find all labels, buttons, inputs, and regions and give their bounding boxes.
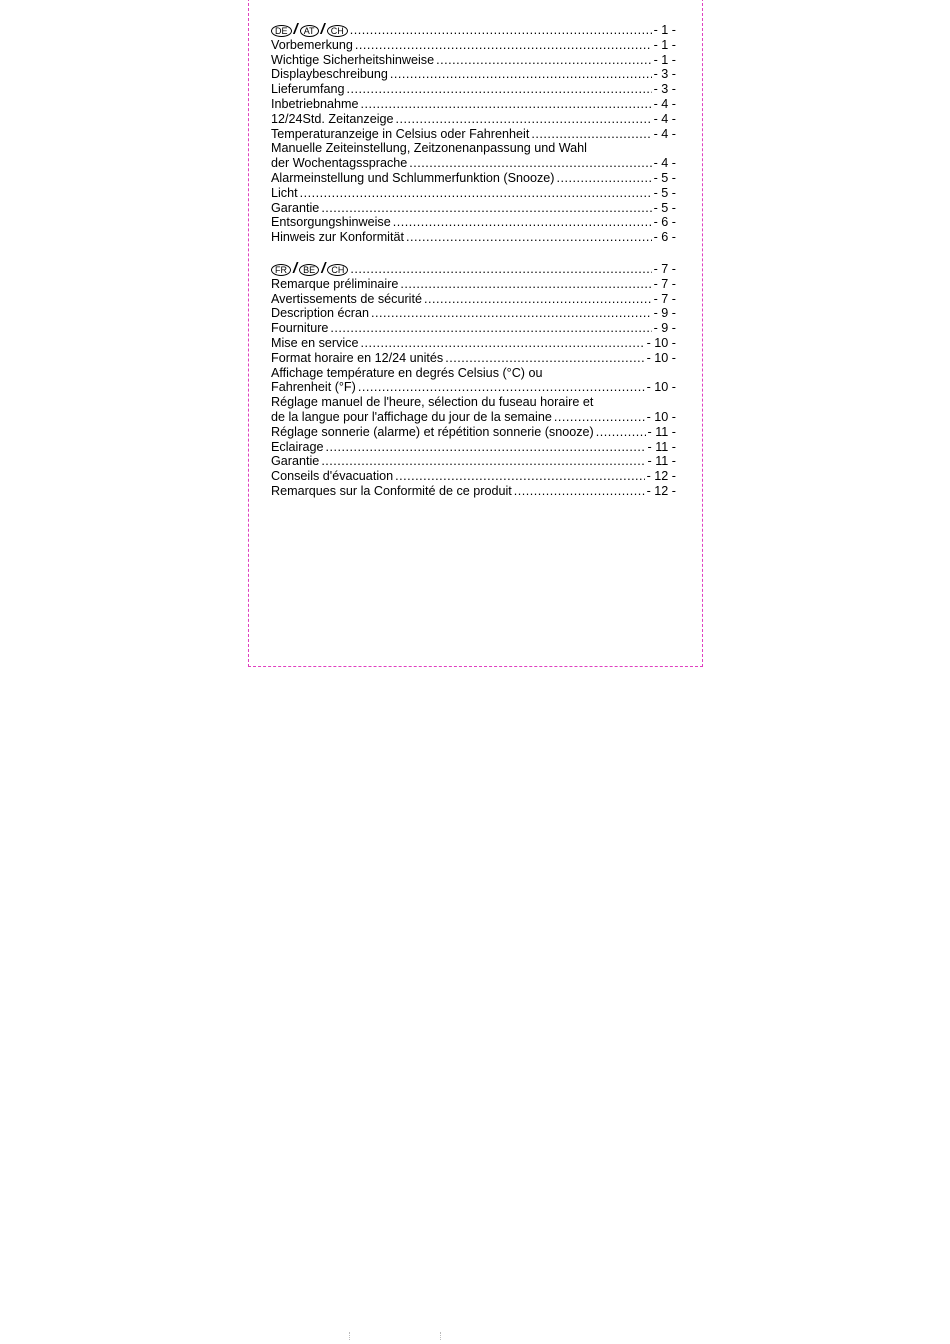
dot-leader: [326, 440, 646, 455]
dot-leader: [393, 215, 652, 230]
country-badge: BE: [299, 264, 319, 276]
toc-entry[interactable]: [271, 97, 676, 112]
toc-entry-label: Réglage sonnerie (alarme) et répétition sonnerie (snooze): [271, 424, 594, 439]
dot-leader: [436, 53, 652, 68]
toc-entry-label-line: Réglage manuel de l'heure, sélection du fuseau horaire et: [271, 395, 594, 410]
page-number: - 4 -: [653, 126, 676, 141]
language-badges: [271, 259, 348, 277]
dot-leader: [361, 336, 645, 351]
toc-entry[interactable]: [271, 469, 676, 484]
dot-leader: [409, 156, 651, 171]
toc-entry[interactable]: [271, 351, 676, 366]
dot-leader: [358, 380, 645, 395]
dot-leader: [355, 38, 652, 53]
toc-entry[interactable]: [271, 186, 676, 201]
language-badges: [271, 23, 348, 37]
dot-leader: [406, 230, 652, 245]
toc-entry[interactable]: [271, 38, 676, 53]
dot-leader: [350, 23, 652, 38]
toc-entry[interactable]: [271, 410, 676, 425]
toc-entry-label: Conseils d'évacuation: [271, 469, 394, 484]
dot-leader: [557, 171, 652, 186]
page-number: - 10 -: [646, 409, 676, 424]
page-number: - 1 -: [653, 23, 676, 37]
toc-language-header-de[interactable]: [271, 23, 676, 38]
page-number: - 12 -: [646, 469, 676, 484]
dot-leader: [396, 112, 652, 127]
country-badge: CH: [327, 25, 348, 37]
toc-entry-label: Mise en service: [271, 335, 359, 350]
separator-slash: /: [293, 259, 298, 277]
toc-entry-label: de la langue pour l'affichage du jour de la semaine: [271, 409, 552, 424]
toc-entry-label: der Wochentagssprache: [271, 156, 408, 171]
toc-entry-label: Garantie: [271, 454, 320, 469]
toc-entry[interactable]: [271, 306, 676, 321]
page-number: - 1 -: [653, 52, 676, 67]
page-number: - 9 -: [653, 321, 676, 336]
page-number: - 7 -: [653, 261, 676, 276]
toc-entry[interactable]: [271, 53, 676, 68]
toc-entry-label: Fahrenheit (°F): [271, 380, 356, 395]
page-number: - 9 -: [653, 306, 676, 321]
page-number: - 1 -: [653, 37, 676, 52]
toc-entry[interactable]: [271, 156, 676, 171]
scan-mark: [440, 1332, 442, 1340]
toc-entry-label: Inbetriebnahme: [271, 96, 359, 111]
toc-entry[interactable]: [271, 201, 676, 216]
toc-entry[interactable]: [271, 380, 676, 395]
section-gap: [271, 245, 676, 262]
toc-entry-label: Licht: [271, 185, 298, 200]
dot-leader: [321, 201, 651, 216]
toc-entry-label: Format horaire en 12/24 unités: [271, 350, 444, 365]
toc-entry[interactable]: [271, 484, 676, 499]
country-badge: AT: [300, 25, 319, 37]
page-number: - 6 -: [653, 215, 676, 230]
dot-leader: [371, 306, 652, 321]
toc-entry[interactable]: [271, 321, 676, 336]
separator-slash: /: [321, 259, 326, 277]
dot-leader: [554, 410, 645, 425]
page-number: - 4 -: [653, 156, 676, 171]
toc-entry[interactable]: [271, 440, 676, 455]
page-number: - 5 -: [653, 200, 676, 215]
toc-entry-label: Remarques sur la Conformité de ce produit: [271, 483, 512, 498]
toc-entry[interactable]: [271, 277, 676, 292]
dot-leader: [424, 292, 652, 307]
page-number: - 10 -: [646, 335, 676, 350]
toc-entry-label: Garantie: [271, 200, 320, 215]
toc-entry[interactable]: [271, 292, 676, 307]
page-number: - 11 -: [647, 439, 676, 454]
dot-leader: [531, 127, 651, 142]
toc-entry[interactable]: [271, 336, 676, 351]
table-of-contents: [271, 23, 676, 499]
toc-entry[interactable]: [271, 230, 676, 245]
country-badge: FR: [271, 264, 291, 276]
toc-entry[interactable]: [271, 171, 676, 186]
separator-slash: /: [293, 21, 298, 38]
dot-leader: [445, 351, 644, 366]
toc-entry-label: Entsorgungshinweise: [271, 215, 391, 230]
toc-entry-label: Description écran: [271, 306, 369, 321]
toc-entry-label: Fourniture: [271, 321, 329, 336]
page-number: - 11 -: [647, 454, 676, 469]
country-badge: CH: [327, 264, 348, 276]
page-number: - 5 -: [653, 170, 676, 185]
toc-entry-label-line: Manuelle Zeiteinstellung, Zeitzonenanpassung und Wahl: [271, 141, 587, 156]
toc-entry[interactable]: [271, 454, 676, 469]
dot-leader: [350, 262, 651, 277]
toc-entry-label: Vorbemerkung: [271, 37, 353, 52]
toc-entry[interactable]: [271, 112, 676, 127]
separator-slash: /: [320, 21, 325, 38]
dot-leader: [400, 277, 651, 292]
toc-entry[interactable]: [271, 425, 676, 440]
page-number: - 6 -: [653, 230, 676, 245]
toc-entry-label: Hinweis zur Konformität: [271, 230, 404, 245]
toc-entry-label: Temperaturanzeige in Celsius oder Fahrenheit: [271, 126, 530, 141]
page-number: - 3 -: [653, 67, 676, 82]
page-number: - 3 -: [653, 82, 676, 97]
dot-leader: [321, 454, 645, 469]
country-badge: DE: [271, 25, 292, 37]
toc-entry-label: Lieferumfang: [271, 82, 345, 97]
dot-leader: [347, 82, 652, 97]
toc-entry-label: Avertissements de sécurité: [271, 291, 422, 306]
page-number: - 7 -: [653, 276, 676, 291]
toc-entry-label-line: Affichage température en degrés Celsius (°C) ou: [271, 365, 543, 380]
dot-leader: [395, 469, 644, 484]
toc-language-header-fr[interactable]: [271, 259, 676, 277]
toc-entry-label: Eclairage: [271, 439, 324, 454]
toc-entry[interactable]: [271, 127, 676, 142]
toc-entry[interactable]: [271, 215, 676, 230]
toc-entry[interactable]: [271, 82, 676, 97]
page-number: - 4 -: [653, 111, 676, 126]
page-number: - 4 -: [653, 96, 676, 111]
page-number: - 12 -: [646, 483, 676, 498]
page-number: - 11 -: [647, 424, 676, 439]
dot-leader: [330, 321, 651, 336]
page-number: - 5 -: [653, 185, 676, 200]
toc-entry-label: Displaybeschreibung: [271, 67, 388, 82]
toc-entry-label: Wichtige Sicherheitshinweise: [271, 52, 435, 67]
dot-leader: [300, 186, 652, 201]
toc-entry-label: Remarque préliminaire: [271, 276, 399, 291]
page-number: - 10 -: [646, 350, 676, 365]
dot-leader: [514, 484, 645, 499]
page-number: - 10 -: [646, 380, 676, 395]
toc-entry-label: Alarmeinstellung und Schlummerfunktion (Snooze): [271, 170, 555, 185]
dot-leader: [596, 425, 646, 440]
scan-mark: [349, 1332, 351, 1340]
page-number: - 7 -: [653, 291, 676, 306]
toc-entry-label: 12/24Std. Zeitanzeige: [271, 111, 394, 126]
dot-leader: [390, 67, 652, 82]
dot-leader: [361, 97, 652, 112]
toc-entry[interactable]: [271, 67, 676, 82]
